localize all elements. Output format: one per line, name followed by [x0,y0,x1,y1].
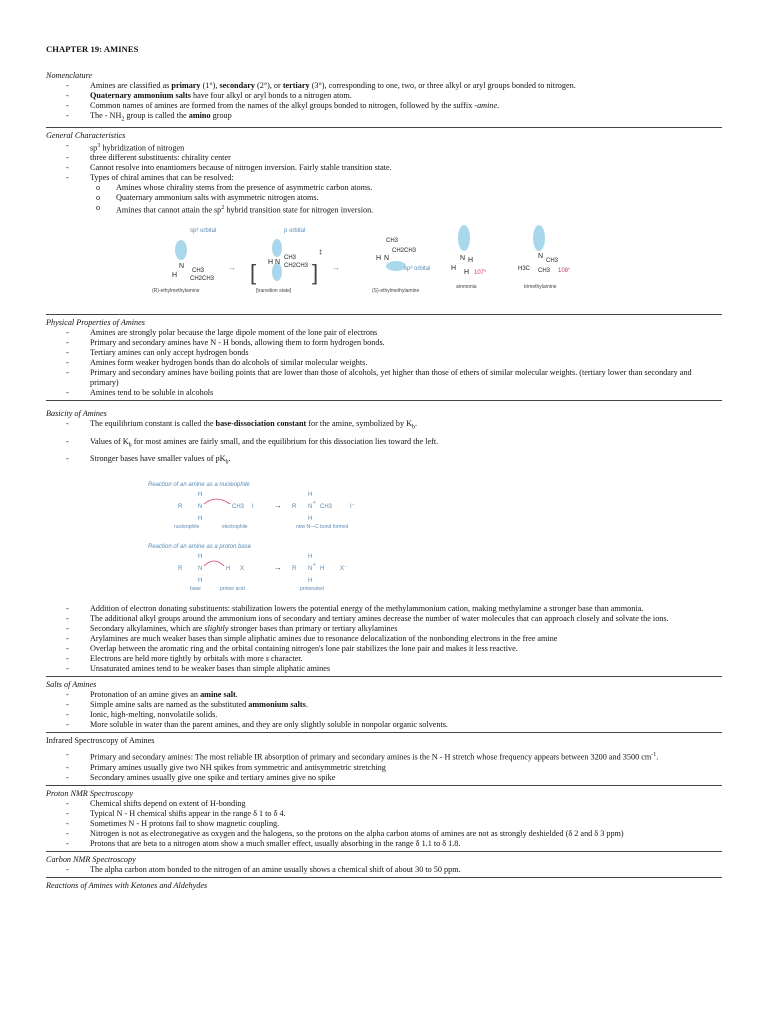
section-heading-nomenclature: Nomenclature [46,71,93,80]
divider [46,877,722,878]
svg-text:H: H [376,255,382,263]
svg-text:H: H [172,272,178,280]
list-item: - Sometimes N - H protons fail to show magnetic coupling. [46,819,722,829]
general-list [46,141,722,184]
svg-text:electrophile: electrophile [222,524,248,531]
svg-text:H: H [198,516,203,523]
svg-text:X⁻: X⁻ [340,566,348,573]
sub-list-item: o Amines whose chirality stems from the presence of asymmetric carbon atoms. [46,183,722,193]
svg-text:H: H [226,566,231,573]
svg-text:nucleophile: nucleophile [174,524,200,531]
svg-text:N: N [275,259,281,267]
salts-list [46,690,722,730]
divider [46,851,722,852]
svg-text:N: N [198,504,203,511]
svg-text:ammonia: ammonia [456,284,477,291]
trimethylamine-orbital [533,225,545,251]
svg-text:H: H [464,269,470,277]
svg-text:+: + [313,500,316,507]
sub-list-item: o Amines that cannot attain the $sp^2$ hybrid transition state for nitrogen inversion. [46,203,722,216]
svg-text:N: N [198,566,203,573]
list-item: - Arylamines are much weaker bases than simple aliphatic amines due to resonance delocalization of the nonbonding electrons in the free amine [46,634,722,644]
svg-text:Reaction of an amine as a prot: Reaction of an amine as a proton base [148,544,252,551]
list-item: - Primary amines usually give two NH spikes from symmetric and antisymmetric stretching [46,763,722,773]
divider [46,785,722,786]
svg-text:H: H [468,257,474,265]
physical-list [46,328,722,398]
list-item: - $sp^3$ hybridization of nitrogen [46,141,722,154]
divider [46,400,722,401]
svg-text:CH3: CH3 [320,504,333,511]
list-item: - Cannot resolve into enantiomers because of nitrogen inversion. Fairly stable transition state. [46,163,722,173]
svg-text:N: N [460,255,466,263]
svg-text:N: N [179,263,185,271]
list-item: - Amines form weaker hydrogen bonds than do alcohols of similar molecular weights. [46,358,722,368]
list-item: - Values of $K_b$ for most amines are fairly small, and the equilibrium for this dissociation lies toward the left. [46,437,722,451]
svg-text:CH3: CH3 [232,504,245,511]
list-item: - Ionic, high-melting, nonvolatile solids. [46,710,722,720]
list-item: - Quaternary ammonium salts have four alkyl or aryl bonds to a nitrogen atom. [46,91,722,101]
divider [46,127,722,128]
divider [46,732,722,733]
list-item: - Unsaturated amines tend to be weaker bases than simple aliphatic amines [46,664,722,674]
svg-text:N: N [384,255,390,263]
svg-text:Reaction of an amine as a nucl: Reaction of an amine as a nucleophile [148,482,250,489]
svg-text:107°: 107° [474,270,487,277]
svg-text:→: → [274,501,282,511]
svg-text:base: base [190,586,201,593]
amine-reactions-figure [46,480,722,598]
list-item: - Stronger bases have smaller values of $pK_b$. [46,454,722,468]
basicity-list-top [46,419,722,468]
list-item: - Common names of amines are formed from the names of the alkyl groups bonded to nitrogen, followed by the suffix -amine. [46,101,722,111]
svg-text:CH3: CH3 [192,268,205,275]
chapter-title: CHAPTER 19: AMINES [46,44,139,54]
nitrogen-inversion-diagram [146,222,606,294]
svg-text:CH3: CH3 [284,255,297,262]
list-item: - Types of chiral amines that can be resolved: [46,173,722,183]
list-item: - Nitrogen is not as electronegative as oxygen and the halogens, so the protons on the alpha carbon atoms of amines are not as strongly deshielded (δ 2 and δ 3 ppm) [46,829,722,839]
list-item: - The additional alkyl groups around the ammonium ions of secondary and tertiary amines decrease the number of water molecules that can approach closely and solvate the ions. [46,614,722,624]
nitrogen-inversion-figure [46,222,722,296]
svg-text:]: ] [312,260,319,286]
svg-text:→: → [332,263,340,273]
svg-text:N: N [308,566,313,573]
list-item: - Primary and secondary amines have N - H bonds, allowing them to form hydrogen bonds. [46,338,722,348]
list-item: - The - $NH_2$ group is called the amino group [46,111,722,125]
list-item: - Primary and secondary amines: The most reliable IR absorption of primary and secondary amines is the N - H stretch whose frequency appears between 3200 and 3500 $cm^{-1}$. [46,750,722,763]
svg-text:CH2CH3: CH2CH3 [392,248,417,255]
list-item: - More soluble in water than the parent amines, and they are only slightly soluble in nonpolar organic solvents. [46,720,722,730]
list-item: - Simple amine salts are named as the substituted ammonium salts. [46,700,722,710]
list-item: - Amines are classified as primary (1°), secondary (2°), or tertiary (3°), corresponding to one, two, or three alkyl or aryl groups bonded to nitrogen. [46,81,722,91]
svg-text:H: H [320,566,325,573]
chiral-amine-types [46,183,722,216]
svg-text:+: + [313,562,316,569]
list-item: - Protons that are beta to a nitrogen atom show a much smaller effect, usually absorbing in the range δ 1.1 to δ 1.8. [46,839,722,849]
orbital-label: sp³ orbital [190,228,217,235]
svg-text:CH2CH3: CH2CH3 [284,263,309,270]
list-item: - Addition of electron donating substituents: stabilization lowers the potential energy of the methylammonium cation, making methylamine a stronger base than ammonia. [46,604,722,614]
section-heading-ir: Infrared Spectroscopy of Amines [46,736,155,746]
svg-text:new N—C bond formed: new N—C bond formed [296,524,349,531]
svg-text:H: H [308,554,313,561]
svg-text:(S)-ethylmethylamine: (S)-ethylmethylamine [372,288,420,295]
svg-text:X: X [240,566,245,573]
svg-text:H: H [268,259,274,267]
svg-text:proton acid: proton acid [220,586,245,593]
list-item: - Amines tend to be soluble in alcohols [46,388,722,398]
svg-text:CH3: CH3 [538,268,551,275]
svg-text:H: H [308,578,313,585]
electron-arrow [204,561,224,566]
list-item: - Tertiary amines can only accept hydrogen bonds [46,348,722,358]
list-item: - Overlap between the aromatic ring and the orbital containing nitrogen's lone pair stabilizes the lone pair and makes it less reactive. [46,644,722,654]
section-heading-basicity: Basicity of Amines [46,409,107,419]
list-item: - Amines are strongly polar because the large dipole moment of the lone pair of electrons [46,328,722,338]
ammonia-orbital [458,225,470,251]
svg-text:H: H [451,265,457,273]
svg-text:H: H [198,578,203,585]
list-item: - Secondary alkylamines, which are slightly stronger bases than primary or tertiary alkylamines [46,624,722,634]
document-page [46,44,722,891]
proton-nmr-list [46,799,722,849]
list-item: - Chemical shifts depend on extent of H-bonding [46,799,722,809]
svg-text:p orbital: p orbital [284,228,306,235]
list-item: - The equilibrium constant is called the base-dissociation constant for the amine, symbolized by $K_b$. [46,419,722,433]
section-heading-reactions: Reactions of Amines with Ketones and Aldehydes [46,880,208,890]
svg-text:H: H [308,492,313,499]
list-item: - Primary and secondary amines have boiling points that are lower than those of alcohols, yet higher than those of ethers of similar molecular weights. (tertiary lower than secondary and primary) [46,368,722,388]
svg-text:[: [ [250,260,257,286]
list-item: - Secondary amines usually give one spike and tertiary amines give no spike [46,773,722,783]
nomenclature-list [46,81,722,125]
lone-pair-orbital [386,261,406,271]
divider [46,314,722,315]
sub-list-item: o Quaternary ammonium salts with asymmetric nitrogen atoms. [46,193,722,203]
list-item: - The alpha carbon atom bonded to the nitrogen of an amine usually shows a chemical shift of about 30 to 50 ppm. [46,865,722,875]
p-orbital-top [272,239,282,257]
lone-pair-orbital [175,240,187,260]
svg-text:I: I [252,504,254,511]
svg-text:N: N [308,504,313,511]
svg-text:I⁻: I⁻ [350,504,355,511]
svg-text:H: H [198,554,203,561]
svg-text:→: → [274,563,282,573]
list-item: - Electrons are held more tightly by orbitals with more s character. [46,654,722,664]
list-item: - Typical N - H chemical shifts appear in the range δ 1 to δ 4. [46,809,722,819]
svg-text:→: → [228,263,236,273]
svg-text:R: R [178,504,183,511]
svg-text:H: H [308,516,313,523]
svg-text:H: H [198,492,203,499]
svg-text:R: R [292,566,297,573]
divider [46,676,722,677]
svg-text:‡: ‡ [319,250,323,257]
svg-text:R: R [292,504,297,511]
section-heading-carbon-nmr: Carbon NMR Spectroscopy [46,854,136,864]
carbon-nmr-list [46,865,722,875]
section-heading-salts: Salts of Amines [46,680,97,690]
svg-text:sp³ orbital: sp³ orbital [404,266,431,273]
section-heading-general: General Characteristics [46,130,126,140]
svg-text:trimethylamine: trimethylamine [524,284,557,291]
svg-text:N: N [538,253,544,261]
svg-text:(R)-ethylmethylamine: (R)-ethylmethylamine [152,288,200,295]
basicity-list-bottom [46,604,722,674]
svg-text:CH3: CH3 [386,238,399,245]
svg-text:108°: 108° [558,268,571,275]
electron-arrow [204,499,230,504]
section-heading-proton-nmr: Proton NMR Spectroscopy [46,788,134,798]
svg-text:H3C: H3C [518,266,531,273]
svg-text:R: R [178,566,183,573]
svg-text:CH3: CH3 [546,258,559,265]
svg-text:[transition state]: [transition state] [256,288,292,295]
amine-reactions-diagram [144,480,424,596]
section-heading-physical: Physical Properties of Amines [46,318,145,328]
list-item: - Protonation of an amine gives an amine salt. [46,690,722,700]
svg-text:protonated: protonated [300,586,324,593]
ir-list [46,750,722,783]
list-item: - three different substituents: chirality center [46,153,722,163]
svg-text:CH2CH3: CH2CH3 [190,276,215,283]
